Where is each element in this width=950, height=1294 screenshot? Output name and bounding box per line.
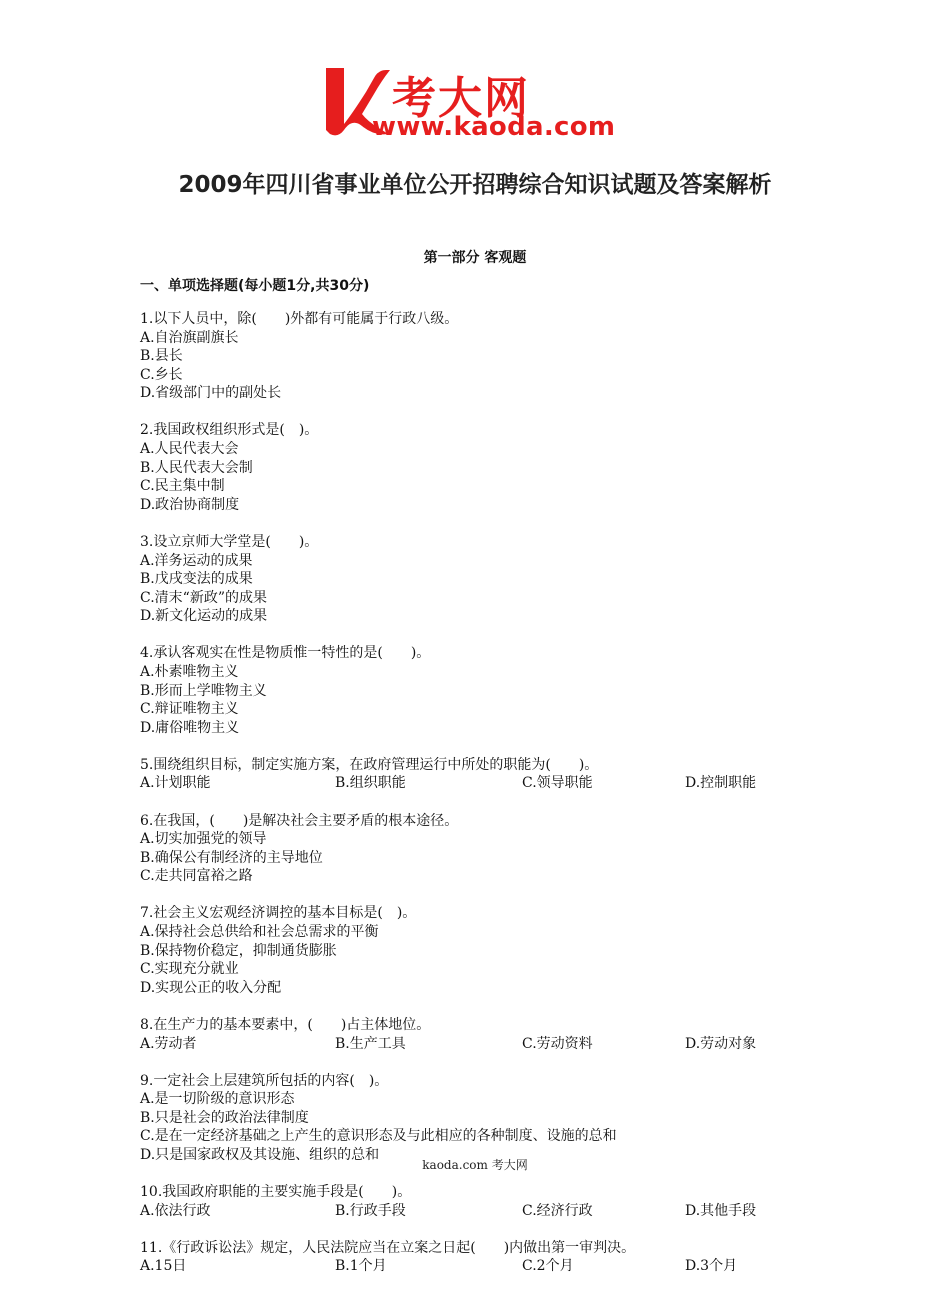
answer-option: C.2个月 [522,1258,574,1275]
answer-option: D.其他手段 [685,1202,757,1219]
answer-option: B.戊戌变法的成果 [140,571,253,588]
option-list [140,440,820,514]
question-stem: 11.《行政诉讼法》规定，人民法院应当在立案之日起( )内做出第一审判决。 [140,1239,636,1256]
answer-option: B.组织职能 [335,775,406,792]
answer-option: A.15日 [140,1258,187,1275]
answer-option: A.保持社会总供给和社会总需求的平衡 [140,924,379,941]
option-list [140,329,820,403]
question-stem: 3.设立京师大学堂是( )。 [140,533,319,550]
question-item [140,644,820,737]
document-title: 2009年四川省事业单位公开招聘综合知识试题及答案解析 [178,172,772,198]
question-stem: 4.承认客观实在性是物质惟一特性的是( )。 [140,645,431,662]
option-list [140,1257,820,1276]
answer-option: A.切实加强党的领导 [140,831,267,848]
answer-option: A.人民代表大会 [140,441,239,458]
option-list [140,1035,820,1054]
answer-option: A.是一切阶级的意识形态 [140,1091,295,1108]
answer-option: C.辩证唯物主义 [140,701,239,718]
question-stem: 9.一定社会上层建筑所包括的内容( )。 [140,1072,389,1089]
answer-option: B.1个月 [335,1258,387,1275]
page-footer: kaoda.com 考大网 [422,1158,528,1172]
question-list [140,310,820,1294]
answer-option: B.县长 [140,348,183,365]
option-list [140,552,820,626]
part-title: 第一部分 客观题 [423,250,527,266]
question-item [140,533,820,626]
answer-option: D.庸俗唯物主义 [140,719,240,736]
option-list [140,1202,820,1221]
question-item [140,310,820,403]
question-stem: 10.我国政府职能的主要实施手段是( )。 [140,1184,412,1201]
option-list [140,923,820,997]
answer-option: C.民主集中制 [140,478,225,495]
answer-option: B.形而上学唯物主义 [140,682,267,699]
question-item [140,1183,820,1220]
question-item [140,421,820,514]
option-list [140,1090,820,1164]
answer-option: C.是在一定经济基础之上产生的意识形态及与此相应的各种制度、设施的总和 [140,1128,617,1145]
logo-brand-text: 考大网 [392,73,530,124]
question-item [140,1016,820,1053]
answer-option: D.实现公正的收入分配 [140,979,282,996]
section-title: 一、单项选择题(每小题1分,共30分) [140,278,370,294]
answer-option: A.自治旗副旗长 [140,329,239,346]
question-item [140,904,820,997]
answer-option: A.朴素唯物主义 [140,664,239,680]
answer-option: D.劳动对象 [685,1035,757,1052]
answer-option: A.依法行政 [140,1202,211,1219]
answer-option: D.新文化运动的成果 [140,608,268,625]
answer-option: D.3个月 [685,1258,738,1275]
answer-option: B.人民代表大会制 [140,459,253,476]
kaoda-logo [322,64,634,148]
answer-option: C.劳动资料 [522,1035,593,1052]
answer-option: D.控制职能 [685,775,757,792]
question-item [140,1239,820,1276]
question-item [140,756,820,793]
answer-option: B.保持物价稳定，抑制通货膨胀 [140,942,337,959]
question-item [140,1072,820,1165]
answer-option: C.走共同富裕之路 [140,868,253,885]
question-stem: 5.围绕组织目标，制定实施方案，在政府管理运行中所处的职能为( )。 [140,756,599,773]
answer-option: C.清末“新政”的成果 [140,589,267,606]
question-stem: 1.以下人员中，除( )外都有可能属于行政八级。 [140,311,459,327]
answer-option: C.经济行政 [522,1202,593,1219]
answer-option: B.行政手段 [335,1202,406,1219]
answer-option: A.劳动者 [140,1035,197,1052]
answer-option: D.省级部门中的副处长 [140,385,282,402]
answer-option: A.洋务运动的成果 [140,552,253,569]
answer-option: C.实现充分就业 [140,961,239,978]
logo-url-text: www.kaoda.com [372,112,616,142]
question-item [140,812,820,886]
answer-option: B.只是社会的政治法律制度 [140,1109,309,1126]
answer-option: B.确保公有制经济的主导地位 [140,849,323,866]
answer-option: C.领导职能 [522,775,593,792]
answer-option: A.计划职能 [140,775,211,792]
answer-option: D.只是国家政权及其设施、组织的总和 [140,1146,380,1163]
answer-option: B.生产工具 [335,1035,406,1052]
question-stem: 7.社会主义宏观经济调控的基本目标是( )。 [140,905,417,922]
option-list [140,830,820,886]
answer-option: D.政治协商制度 [140,496,240,513]
question-stem: 2.我国政权组织形式是( )。 [140,422,319,439]
option-list [140,663,820,737]
answer-option: C.乡长 [140,366,183,383]
question-stem: 6.在我国，( )是解决社会主要矛盾的根本途径。 [140,812,459,829]
question-stem: 8.在生产力的基本要素中，( )占主体地位。 [140,1016,431,1033]
option-list [140,774,820,793]
